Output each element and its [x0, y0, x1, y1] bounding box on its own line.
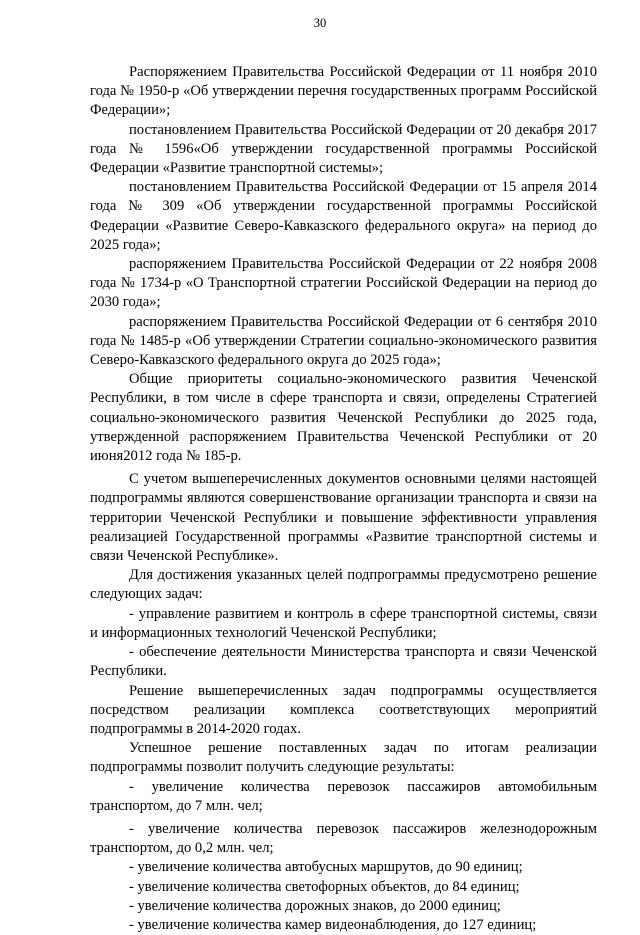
- paragraph-order-1485: распоряжением Правительства Российской Федерации от 6 сентября 2010 года № 1485-р «Об утверждении Стратегии социально-экономического развития Северо-Кавказского федерального округа до 2025 года»;: [90, 313, 597, 369]
- paragraph-general-priorities: Общие приоритеты социально-экономического развития Чеченской Республики, в том числе в сфере транспорта и связи, определены Стратегией социально-экономического развития Чеченской Республики до 2025 года, утвержденной распоряжением Правительства Чеченской Республики от 20 июня2012 года № 185-р.: [90, 371, 597, 465]
- paragraph-tasks-intro: Для достижения указанных целей подпрограммы предусмотрено решение следующих задач:: [90, 567, 597, 603]
- paragraph-implementation: Решение вышеперечисленных задач подпрограммы осуществляется посредством реализации комплекса соответствующих мероприятий подпрограммы в 2014-2020 годах.: [90, 682, 597, 737]
- list-item-result-bus-routes: - увеличение количества автобусных маршрутов, до 90 единиц;: [129, 859, 523, 876]
- list-item-result-rail-passengers: - увеличение количества перевозок пассажиров железнодорожным транспортом, до 0,2 млн. чел;: [90, 820, 597, 857]
- list-item-task-management: - управление развитием и контроль в сфере транспортной системы, связи и информационных технологий Чеченской Республики;: [90, 605, 597, 641]
- list-item-result-traffic-lights: - увеличение количества светофорных объектов, до 84 единиц;: [129, 878, 520, 895]
- paragraph-gov-order-1950: Распоряжением Правительства Российской Федерации от 11 ноября 2010 года № 1950-р «Об утверждении перечня государственных программ Российской Федерации»;: [90, 64, 597, 119]
- paragraph-order-1734: распоряжением Правительства Российской Федерации от 22 ноября 2008 года № 1734-р «О Транспортной стратегии Российской Федерации на период до 2030 года»;: [90, 256, 597, 311]
- paragraph-decree-309: постановлением Правительства Российской Федерации от 15 апреля 2014 года № 309 «Об утверждении государственной программы Российской Федерации «Развитие Северо-Кавказского федерального округа» на период до 2025 года»;: [90, 179, 597, 253]
- paragraph-subprogram-goals: С учетом вышеперечисленных документов основными целями настоящей подпрограммы являются совершенствование организации транспорта и связи на территории Чеченской Республики и повышение эффективности управления реализацией Государственной программы «Развитие транспортной системы и связи Чеченской Республике».: [90, 471, 597, 565]
- list-item-result-road-signs: - увеличение количества дорожных знаков, до 2000 единиц;: [129, 897, 501, 914]
- list-item-result-cameras: - увеличение количества камер видеонаблюдения, до 127 единиц;: [129, 916, 537, 933]
- list-item-result-auto-passengers: - увеличение количества перевозок пассажиров автомобильным транспортом, до 7 млн. чел;: [90, 778, 597, 814]
- paragraph-results-intro: Успешное решение поставленных задач по итогам реализации подпрограммы позволит получить следующие результаты:: [90, 740, 597, 776]
- document-body: [90, 63, 597, 935]
- page-number: 30: [313, 16, 327, 30]
- paragraph-decree-1596: постановлением Правительства Российской Федерации от 20 декабря 2017 года № 1596«Об утверждении государственной программы Российской Федерации «Развитие транспортной системы»;: [90, 121, 597, 177]
- list-item-task-ministry: - обеспечение деятельности Министерства транспорта и связи Чеченской Республики.: [90, 644, 597, 680]
